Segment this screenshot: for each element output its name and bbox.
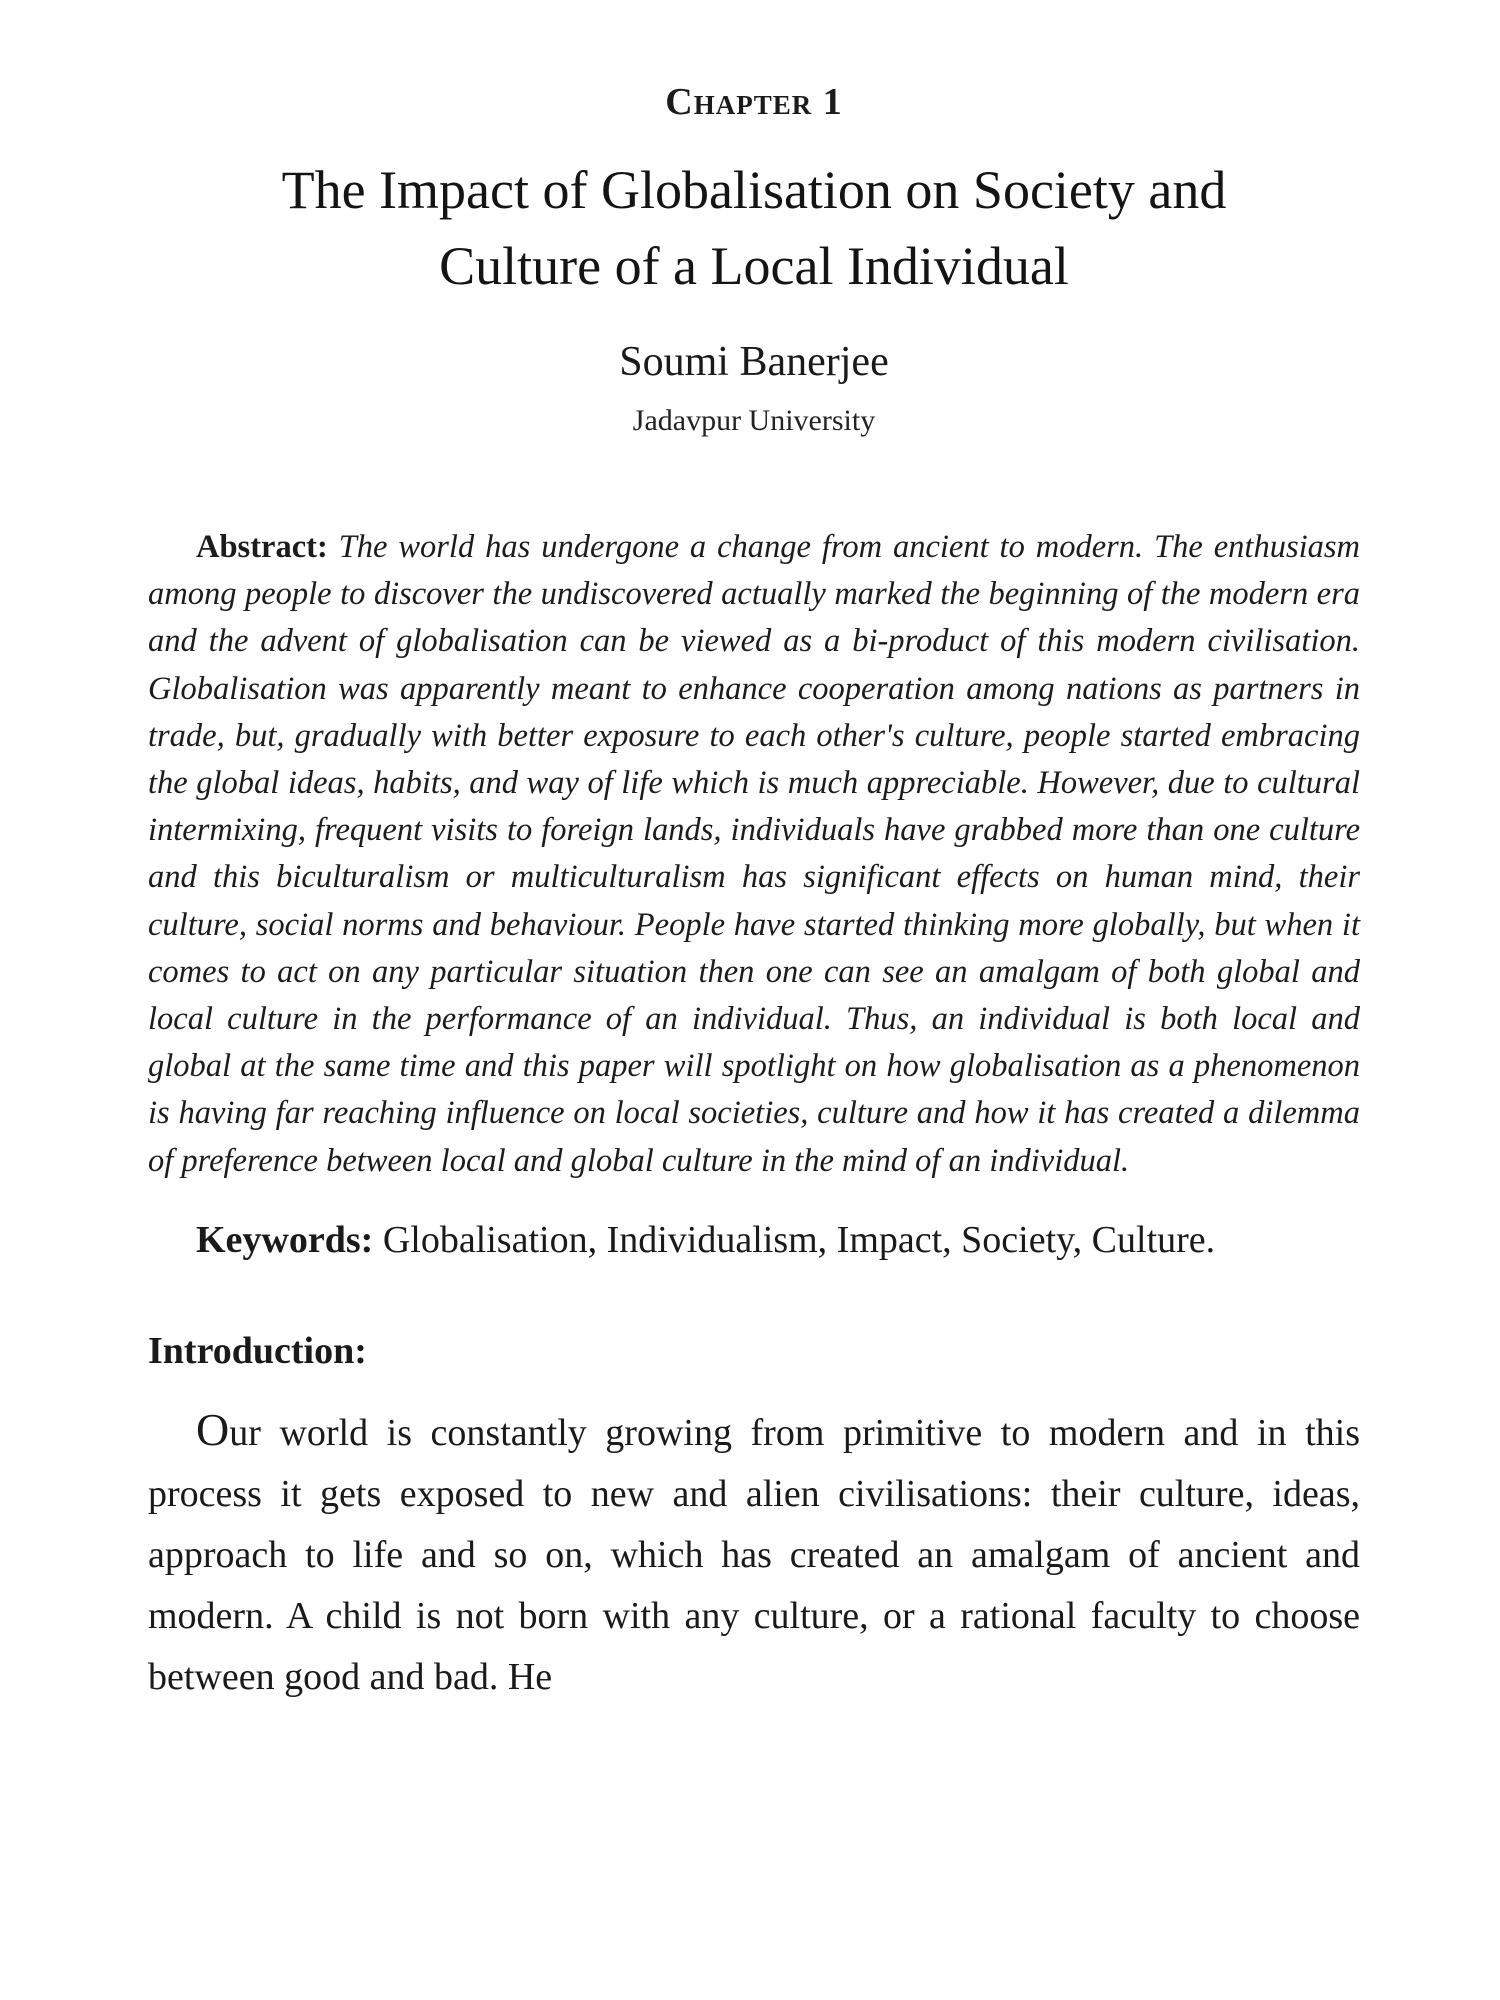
keywords-text: Globalisation, Individualism, Impact, Society, Culture. — [382, 1218, 1216, 1261]
abstract-label: Abstract: — [196, 529, 328, 565]
keywords-paragraph — [148, 1211, 1360, 1269]
author-affiliation: Jadavpur University — [632, 404, 876, 437]
introduction-dropcap: O — [196, 1403, 230, 1455]
paper-title-line-1: The Impact of Globalisation on Society and — [281, 160, 1227, 220]
paper-title — [148, 152, 1360, 304]
introduction-heading: Introduction: — [148, 1329, 367, 1372]
chapter-label: Chapter 1 — [665, 81, 843, 123]
author-name: Soumi Banerjee — [619, 339, 889, 385]
paper-title-line-2: Culture of a Local Individual — [439, 236, 1069, 296]
introduction-text: ur world is constantly growing from primitive to modern and in this process it gets exposed to new and alien civilisations: their culture, ideas, approach to life and so on, which has created an amalgam of ancient and modern. A child is not born with any culture, or a rational faculty to choose between good and bad. He — [148, 1411, 1360, 1698]
keywords-label: Keywords: — [196, 1218, 374, 1261]
abstract-paragraph — [148, 524, 1360, 1185]
abstract-text: The world has undergone a change from ancient to modern. The enthusiasm among people to discover the undiscovered actually marked the beginning of the modern era and the advent of globalisation can be viewed as a bi-product of this modern civilisation. Globalisation was apparently meant to enhance cooperation among nations as partners in trade, but, gradually with better exposure to each other's culture, people started embracing the global ideas, habits, and way of life which is much appreciable. However, due to cultural intermixing, frequent visits to foreign lands, individuals have grabbed more than one culture and this biculturalism or multiculturalism has significant effects on human mind, their culture, social norms and behaviour. People have started thinking more globally, but when it comes to act on any particular situation then one can see an amalgam of both global and local culture in the performance of an individual. Thus, an individual is both local and global at the same time and this paper will spotlight on how globalisation as a phenomenon is having far reaching influence on local societies, culture and how it has created a dilemma of preference between local and global culture in the mind of an individual. — [148, 529, 1360, 1179]
introduction-paragraph — [148, 1399, 1360, 1708]
